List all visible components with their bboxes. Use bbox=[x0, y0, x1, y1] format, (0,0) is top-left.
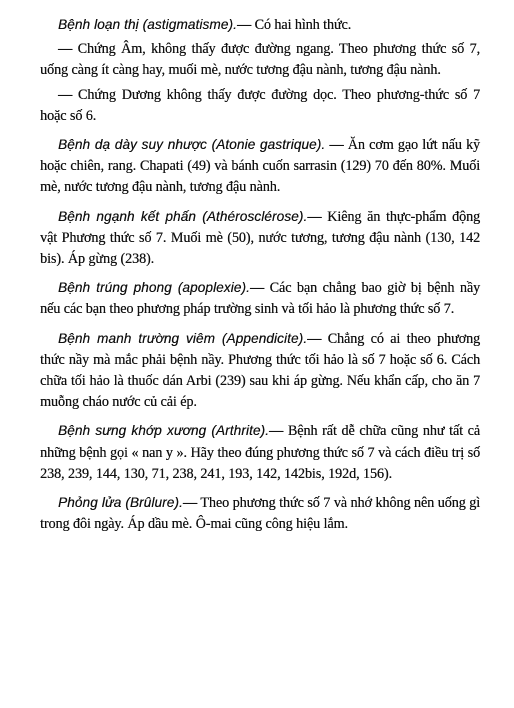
entry-atherosclerosis bbox=[40, 206, 480, 271]
document-page bbox=[40, 14, 480, 535]
entry-text: Chứng Âm, không thấy được đường ngang. Theo phương thức số 7, uống càng ít càng hay, muối mè, nước tương đậu nành, tương đậu nành. bbox=[40, 41, 480, 79]
entry-text: Chứng Dương không thấy được đường dọc. Theo phương-thức số 7 hoặc số 6. bbox=[40, 86, 480, 124]
entry-gastric-atony bbox=[40, 134, 480, 199]
entry-dash: — bbox=[236, 17, 252, 33]
entry-lead: — bbox=[58, 41, 78, 58]
entry-text: Theo phương thức số 7 và nhớ không nên uống gì trong đôi ngày. Áp dầu mè. Ô-mai cũng công hiệu lắm. bbox=[40, 495, 480, 533]
entry-term: Bệnh dạ dày suy nhược (Atonie gastrique). bbox=[58, 137, 326, 153]
entry-astigmatism bbox=[40, 14, 480, 36]
entry-dash: — bbox=[307, 208, 322, 225]
entry-term: Bệnh ngạnh kết phấn (Athérosclérose). bbox=[58, 208, 308, 224]
entry-lead: — bbox=[58, 86, 78, 103]
entry-term: Bệnh trúng phong (apoplexie). bbox=[58, 280, 250, 296]
entry-term: Bệnh manh trường viêm (Appendicite). bbox=[58, 330, 308, 346]
entry-apoplexy bbox=[40, 277, 480, 320]
entry-astigmatism-yin bbox=[40, 39, 480, 81]
entry-arthritis bbox=[40, 420, 480, 485]
entry-dash: — bbox=[307, 330, 322, 347]
entry-text: Các bạn chẳng bao giờ bị bệnh nầy nếu các bạn theo phương pháp trường sinh và tối hảo là phương thức số 7. bbox=[40, 280, 481, 318]
entry-burn bbox=[40, 492, 480, 535]
entry-dash: — bbox=[269, 423, 284, 440]
entry-text: Kiêng ăn thực-phẩm động vật Phương thức số 7. Muối mè (50), nước tương, tương đậu nành (130, 142 bis). Áp gừng (238). bbox=[40, 208, 481, 268]
entry-text: Bệnh rất dễ chữa cũng như tất cả những bệnh gọi « nan y ». Hãy theo đúng phương thức số 7 và cách điều trị số 238, 239, 144, 130, 71, 238, 241, 193, 142, 142bis, 192d, 156). bbox=[40, 423, 480, 482]
entry-astigmatism-yang bbox=[40, 85, 480, 127]
entry-text: Chẳng có ai theo phương thức nầy mà mắc phải bệnh nầy. Phương thức tối hảo là số 7 hoặc số 6. Cách chữa tối hảo là thuốc dán Arbi (239) sau khi áp gừng. Nếu khẩn cấp, cho ăn 7 muỗng cháo nước củ cải ép. bbox=[40, 330, 481, 411]
entry-term: Bệnh sưng khớp xương (Arthrite). bbox=[58, 423, 270, 439]
entry-dash: — bbox=[182, 495, 197, 512]
entry-dash: — bbox=[249, 280, 265, 297]
entry-text: Ăn cơm gạo lứt nấu kỹ hoặc chiên, rang. Chapati (49) và bánh cuốn sarrasin (129) 70 đến 80%. Muối mè, nước tương đậu nành, tương đậu nành. bbox=[40, 137, 480, 196]
entry-term: Phỏng lửa (Brûlure). bbox=[58, 495, 183, 511]
entry-dash: — bbox=[325, 137, 344, 154]
entry-term: Bệnh loạn thị (astigmatisme). bbox=[58, 17, 237, 32]
entry-appendicitis bbox=[40, 328, 480, 414]
entry-text: Có hai hình thức. bbox=[251, 17, 352, 33]
